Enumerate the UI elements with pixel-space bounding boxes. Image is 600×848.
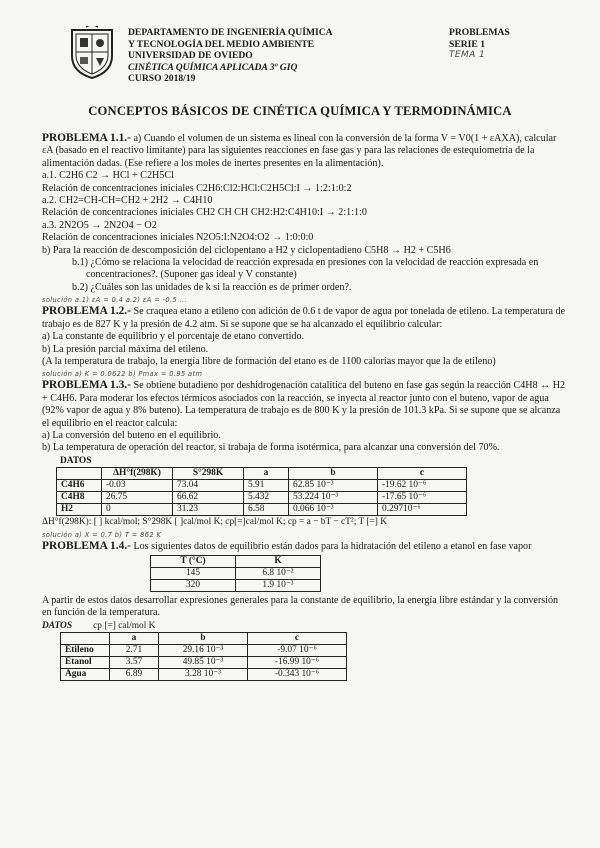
table-header: a — [110, 633, 159, 645]
table-header: c — [378, 468, 467, 480]
table-cell: -9.07 10⁻⁶ — [248, 645, 347, 657]
table-row — [61, 657, 347, 669]
table-cell: 320 — [151, 579, 236, 591]
page-title: CONCEPTOS BÁSICOS DE CINÉTICA QUÍMICA Y TERMODINÁMICA — [88, 104, 512, 118]
problem-1-4-intro — [42, 540, 566, 553]
university-seal-logo — [66, 26, 118, 80]
problem-1-2-text: Se craquea etano a etileno con adición de 0.6 t de vapor de agua por tonelada de etileno. La temperatura de trabajo es de 827 K y la presión de 4.2 atm. Si se supone que se ha alcanzado el equilibrio calcular: — [42, 306, 566, 330]
header-right — [449, 27, 510, 62]
university-name: UNIVERSIDAD DE OVIEDO — [128, 50, 253, 61]
table-cell: 53.224 10⁻³ — [289, 492, 378, 504]
table-cell: 73.04 — [173, 480, 244, 492]
academic-year: CURSO 2018/19 — [128, 73, 196, 84]
table-header-row — [61, 633, 347, 645]
table-header: ΔH°f(298K) — [102, 468, 173, 480]
table-cell: -0.343 10⁻⁶ — [248, 669, 347, 681]
note-1-2: (A la temperatura de trabajo, la energía libre de formación del etano es de 1100 calorías mayor que la de etileno) — [42, 355, 496, 367]
reaction-a2: a.2. CH2=CH-CH=CH2 + 2H2 → C4H10 — [42, 195, 213, 207]
table-cell: 145 — [151, 567, 236, 579]
table-cell: 5.91 — [244, 480, 289, 492]
table-cell: 62.85 10⁻³ — [289, 480, 378, 492]
table-row — [57, 492, 467, 504]
problem-1-2-intro — [42, 305, 566, 331]
table-cell: Etanol — [61, 657, 110, 669]
course-name: CINÉTICA QUÍMICA APLICADA 3º GIQ — [128, 61, 298, 73]
table-cell: 0 — [102, 504, 173, 516]
units-note-1-3: ΔH°f(298K): [ ] kcal/mol; S°298K [ ]cal/mol K; cp[=]cal/mol K; cp = a − bT − cT²; T [=] K — [42, 517, 388, 528]
table-cell: 6.58 — [244, 504, 289, 516]
question-b2: b.2) ¿Cuáles son las unidades de k si la reacción es de primer orden?. — [72, 281, 352, 293]
question-b: b) Para la reacción de descomposición del ciclopentano a H2 y ciclopentadieno C5H8 → H2 + C5H6 — [42, 244, 451, 256]
table-cell: 0.066 10⁻³ — [289, 504, 378, 516]
table-cell: 2.71 — [110, 645, 159, 657]
table-cell: 6.89 — [110, 669, 159, 681]
table-header — [61, 633, 110, 645]
table-header: c — [248, 633, 347, 645]
table-cell: 26.75 — [102, 492, 173, 504]
table-cell: C4H8 — [57, 492, 102, 504]
table-header: b — [289, 468, 378, 480]
document-body — [42, 132, 566, 681]
table-cell: C4H6 — [57, 480, 102, 492]
table-row — [151, 567, 321, 579]
table-row — [57, 480, 467, 492]
question-1-2-a: a) La constante de equilibrio y el porcentaje de etano convertido. — [42, 331, 305, 343]
handwritten-solution-1-2: solución a) K = 0.0622 b) Pmax = 0.95 atm — [42, 370, 203, 379]
datos-label-1-4: DATOS — [42, 620, 73, 631]
series-label: SERIE 1 — [449, 38, 485, 50]
ratio-a2: Relación de concentraciones iniciales CH2 CH CH CH2:H2:C4H10:I → 2:1:1:0 — [42, 207, 367, 219]
table-cell: -17.65 10⁻⁶ — [378, 492, 467, 504]
table-cell: 66.62 — [173, 492, 244, 504]
table-header: K — [236, 555, 321, 567]
header-department — [128, 27, 333, 85]
problem-1-4-task: A partir de estos datos desarrollar expresiones generales para la constante de equilibrio, la energía libre estándar y la conversión en función de la temperatura. — [42, 594, 559, 619]
problem-1-4-text: Los siguientes datos de equilibrio están dados para la hidratación del etileno a etanol en fase vapor — [133, 540, 532, 552]
table-cell: 3.28 10⁻³ — [159, 669, 248, 681]
equilibrium-table — [150, 555, 321, 592]
problem-1-1-intro — [42, 132, 566, 170]
table-header: a — [244, 468, 289, 480]
table-header — [57, 468, 102, 480]
table-header: b — [159, 633, 248, 645]
question-b1: b.1) ¿Cómo se relaciona la velocidad de reacción expresada en presiones con la velocidad de reacción expresada en concentraciones?. (Suponer gas ideal y V constante) — [72, 257, 539, 281]
question-1-3-b: b) La temperatura de operación del reactor, si trabaja de forma isotérmica, para alcanzar una conversión del 70%. — [42, 442, 500, 454]
handwritten-topic: TEMA 1 — [449, 50, 486, 60]
table-header: T (°C) — [151, 555, 236, 567]
question-1-3-a: a) La conversión del buteno en el equilibrio. — [42, 429, 221, 441]
datos-label-1-3: DATOS — [60, 455, 92, 466]
table-row — [57, 504, 467, 516]
reaction-a1: a.1. C2H6 C2 → HCl + C2H5Cl — [42, 170, 174, 182]
problem-1-3-intro — [42, 379, 566, 430]
table-header-row — [57, 468, 467, 480]
table-row — [151, 579, 321, 591]
table-row — [61, 669, 347, 681]
thermo-data-table — [56, 467, 467, 516]
cp-units-label: cp [=] cal/mol K — [93, 620, 156, 631]
table-cell: 29.16 10⁻³ — [159, 645, 248, 657]
table-cell: 49.85 10⁻³ — [159, 657, 248, 669]
reaction-a3: a.3. 2N2O5 → 2N2O4 − O2 — [42, 219, 157, 231]
ratio-a1: Relación de concentraciones iniciales C2H6:Cl2:HCl:C2H5Cl:I → 1:2:1:0:2 — [42, 182, 352, 194]
ratio-a3: Relación de concentraciones iniciales N2O5:I:N2O4:O2 → 1:0:0:0 — [42, 232, 314, 244]
table-cell: H2 — [57, 504, 102, 516]
problems-label: PROBLEMAS — [449, 27, 510, 38]
handwritten-solution-1-1: solución a.1) εA = 0.4 a.2) εA = -0.5 ... — [42, 296, 188, 305]
dept-line-2: Y TECNOLOGÍA DEL MEDIO AMBIENTE — [128, 38, 315, 50]
table-header: S°298K — [173, 468, 244, 480]
problem-1-1-label: PROBLEMA 1.1.- — [42, 132, 131, 144]
table-cell: 6.8 10⁻² — [236, 567, 321, 579]
table-cell: -0.03 — [102, 480, 173, 492]
table-cell: 5.432 — [244, 492, 289, 504]
question-1-2-b: b) La presión parcial máxima del etileno. — [42, 343, 209, 355]
problem-1-4-label: PROBLEMA 1.4.- — [42, 539, 131, 552]
problem-1-1-text: a) Cuando el volumen de un sistema es lineal con la conversión de la forma V = V0(1 + εAXA), calcular εA (basado en el reactivo limitante) para las siguientes reacciones en fase gas y para las relaciones de estequiometría de la alimentación dadas. (Ese refiere a los moles de inertes presentes en la alimentación). — [42, 133, 557, 169]
table-cell: 0.29710⁻⁶ — [378, 504, 467, 516]
table-cell: -19.62 10⁻⁶ — [378, 480, 467, 492]
table-cell: Agua — [61, 669, 110, 681]
datos-row-1-4 — [42, 620, 566, 632]
table-cell: Etileno — [61, 645, 110, 657]
table-cell: 31.23 — [173, 504, 244, 516]
problem-1-2-label: PROBLEMA 1.2.- — [42, 305, 131, 318]
dept-line-1: DEPARTAMENTO DE INGENIERÍA QUÍMICA — [128, 27, 333, 38]
problem-1-3-text: Se obtiene butadieno por deshidrogenación catalítica del buteno en fase gas según la reacción C4H8 ↔ H2 + C4H6. Para moderar los efectos térmicos asociados con la reacción, se inyecta al reactor junto con el buteno, vapor de agua (92% vapor de agua y 8% buteno). La temperatura de trabajo es de 800 K y la presión de 101.3 kPa. Si se supone que se alcanza el equilibrio en el reactor calcula: — [42, 380, 566, 429]
problem-1-3-label: PROBLEMA 1.3.- — [42, 379, 131, 392]
heat-capacity-table — [60, 632, 347, 681]
table-header-row — [151, 555, 321, 567]
table-cell: -16.99 10⁻⁶ — [248, 657, 347, 669]
handwritten-solution-1-3: solución a) X = 0.7 b) T = 862 K — [42, 530, 162, 539]
table-row — [61, 645, 347, 657]
table-cell: 1.9 10⁻³ — [236, 579, 321, 591]
table-cell: 3.57 — [110, 657, 159, 669]
